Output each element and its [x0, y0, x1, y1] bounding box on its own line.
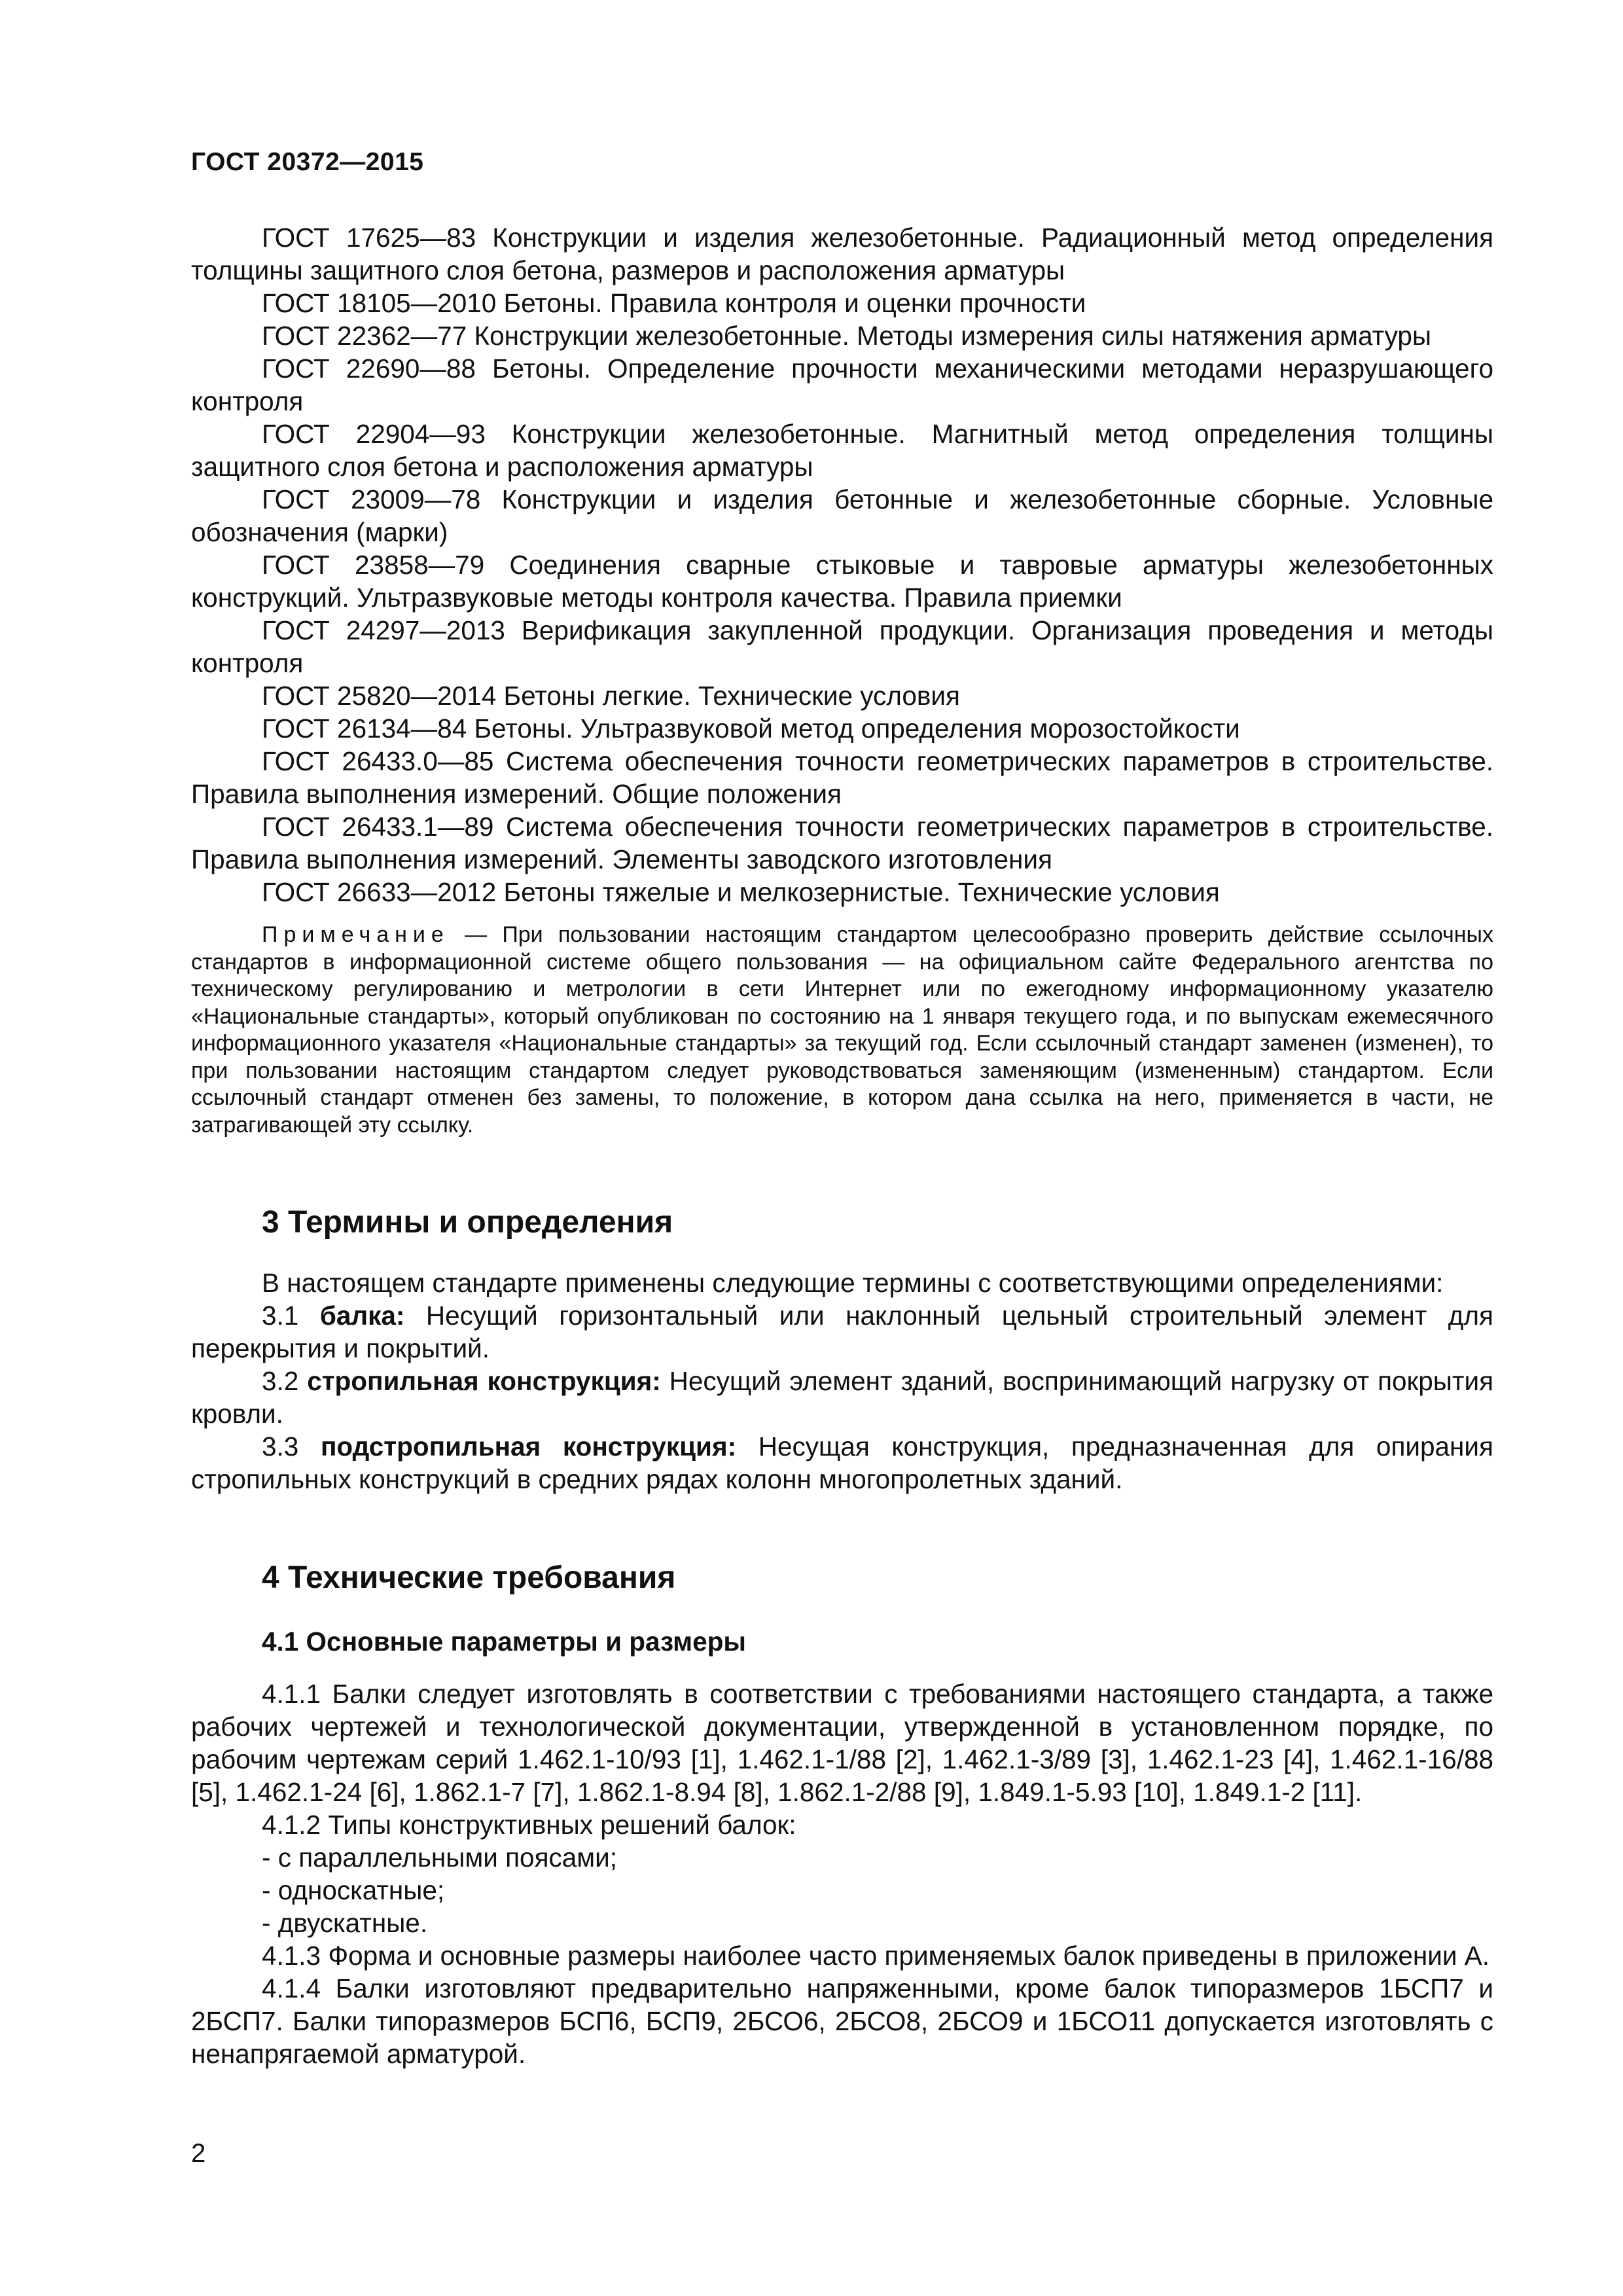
note-paragraph: [191, 922, 1493, 1139]
term-definition-text: Несущий горизонтальный или наклонный цельный строительный элемент для перекрытия и покрытий.: [191, 1300, 1493, 1363]
term-name: балка:: [319, 1300, 405, 1331]
reference-item: ГОСТ 26433.0—85 Система обеспечения точности геометрических параметров в строительстве. Правила выполнения измерений. Общие положения: [191, 746, 1493, 809]
term-definition: [191, 1299, 1493, 1365]
reference-item: ГОСТ 26433.1—89 Система обеспечения точности геометрических параметров в строительстве. Правила выполнения измерений. Элементы заводского изготовления: [191, 812, 1493, 874]
document-body: [191, 221, 1493, 2070]
reference-item: ГОСТ 22362—77 Конструкции железобетонные. Методы измерения силы натяжения арматуры: [262, 321, 1432, 351]
note-label: Примечание: [262, 922, 450, 947]
reference-item: ГОСТ 17625—83 Конструкции и изделия железобетонные. Радиационный метод определения толщины защитного слоя бетона, размеров и расположения арматуры: [191, 223, 1493, 285]
reference-item: ГОСТ 26633—2012 Бетоны тяжелые и мелкозернистые. Технические условия: [262, 877, 1220, 907]
term-number: 3.2: [262, 1366, 308, 1396]
term-definition-text: Несущая конструкция, предназначенная для опирания стропильных конструкций в средних рядах колонн многопролетных зданий.: [191, 1431, 1493, 1494]
term-definition: [191, 1430, 1493, 1496]
reference-item: ГОСТ 22690—88 Бетоны. Определение прочности механическими методами неразрушающего контроля: [191, 353, 1493, 416]
term-name: стропильная конструкция:: [307, 1366, 661, 1396]
reference-item: ГОСТ 23009—78 Конструкции и изделия бетонные и железобетонные сборные. Условные обозначения (марки): [191, 484, 1493, 547]
term-definition: [191, 1365, 1493, 1430]
subsection-4-1-heading: 4.1 Основные параметры и размеры: [262, 1626, 746, 1657]
reference-item: ГОСТ 26134—84 Бетоны. Ультразвуковой метод определения морозостойкости: [262, 713, 1240, 744]
section-4-heading: 4 Технические требования: [262, 1560, 676, 1595]
clause-4-1-1: 4.1.1 Балки следует изготовлять в соответствии с требованиями настоящего стандарта, а также рабочих чертежей и технологической документации, утвержденной в установленном порядке, по рабочим чертежам серий 1.462.1-10/93 [1], 1.462.1-1/88 [2], 1.462.1-3/89 [3], 1.462.1-23 [4], 1.462.1-16/88 [5], 1.462.1-24 [6], 1.862.1-7 [7], 1.862.1-8.94 [8], 1.862.1-2/88 [9], 1.849.1-5.93 [10], 1.849.1-2 [11].: [191, 1679, 1493, 1807]
note-text: — При пользовании настоящим стандартом целесообразно проверить действие ссылочных стандартов в информационной системе общего пользования — на официальном сайте Федерального агентства по техническому регулированию и метрологии в сети Интернет или по ежегодному информационному указателю «Национальные стандарты», который опубликован по состоянию на 1 января текущего года, и по выпускам ежемесячного информационного указателя «Национальные стандарты» за текущий год. Если ссылочный стандарт заменен (изменен), то при пользовании настоящим стандартом следует руководствоваться заменяющим (измененным) стандартом. Если ссылочный стандарт отменен без замены, то положение, в котором дана ссылка на него, применяется в части, не затрагивающей эту ссылку.: [191, 922, 1493, 1138]
section-3-heading: 3 Термины и определения: [262, 1205, 673, 1240]
document-header: ГОСТ 20372—2015: [191, 148, 424, 176]
reference-item: ГОСТ 25820—2014 Бетоны легкие. Технические условия: [262, 681, 960, 711]
term-definition-text: Несущий элемент зданий, воспринимающий нагрузку от покрытия кровли.: [191, 1366, 1493, 1429]
page-number: 2: [191, 2139, 206, 2168]
beam-type-item: - с параллельными поясами;: [262, 1842, 617, 1873]
clause-4-1-2: 4.1.2 Типы конструктивных решений балок:: [262, 1810, 796, 1840]
beam-type-item: - односкатные;: [262, 1875, 445, 1905]
reference-item: ГОСТ 22904—93 Конструкции железобетонные. Магнитный метод определения толщины защитного слоя бетона и расположения арматуры: [191, 419, 1493, 482]
clause-4-1-4: 4.1.4 Балки изготовляют предварительно напряженными, кроме балок типоразмеров 1БСП7 и 2БСП7. Балки типоразмеров БСП6, БСП9, 2БСО6, 2БСО8, 2БСО9 и 1БСО11 допускается изготовлять с ненапрягаемой арматурой.: [191, 1973, 1493, 2069]
normative-references-list: [191, 221, 1493, 908]
section-3-intro: В настоящем стандарте применены следующие термины с соответствующими определениями:: [262, 1268, 1444, 1298]
beam-type-item: - двускатные.: [262, 1908, 428, 1938]
term-number: 3.3: [262, 1431, 321, 1462]
term-number: 3.1: [262, 1300, 320, 1331]
reference-item: ГОСТ 24297—2013 Верификация закупленной продукции. Организация проведения и методы контроля: [191, 615, 1493, 678]
clause-4-1-3: 4.1.3 Форма и основные размеры наиболее часто применяемых балок приведены в приложении А.: [262, 1941, 1490, 1971]
term-name: подстропильная конструкция:: [320, 1431, 737, 1462]
reference-item: ГОСТ 23858—79 Соединения сварные стыковые и тавровые арматуры железобетонных конструкций. Ультразвуковые методы контроля качества. Правила приемки: [191, 550, 1493, 613]
reference-item: ГОСТ 18105—2010 Бетоны. Правила контроля и оценки прочности: [262, 288, 1086, 318]
